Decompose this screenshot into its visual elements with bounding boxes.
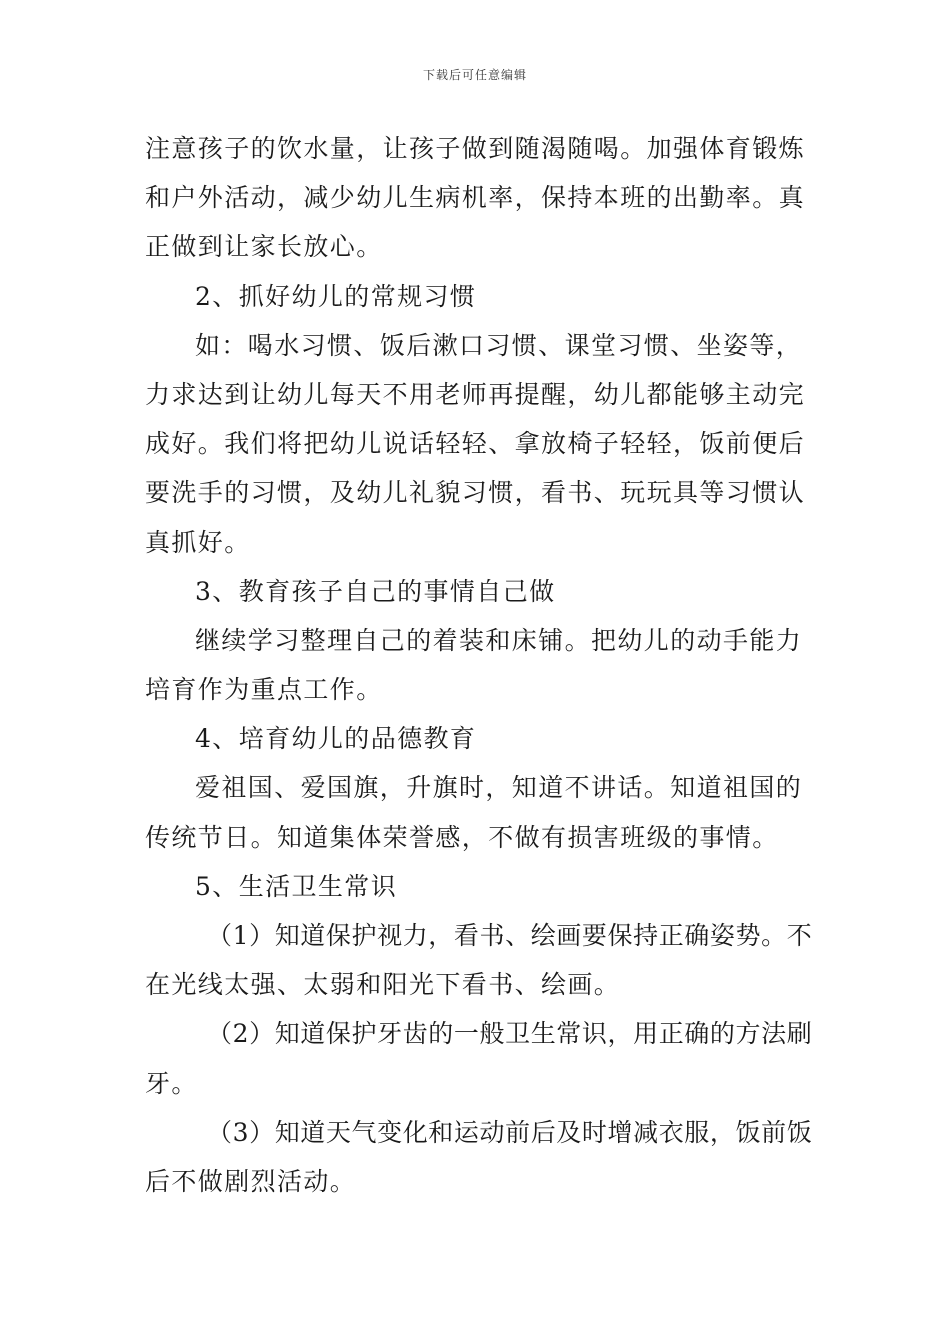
text-line: 后不做剧烈活动。 — [145, 1166, 357, 1196]
section-heading: 4、培育幼儿的品德教育 — [195, 724, 477, 754]
text-line: 传统节日。知道集体荣誉感，不做有损害班级的事情。 — [145, 822, 779, 852]
section-heading: 3、教育孩子自己的事情自己做 — [195, 576, 556, 606]
text-line: 继续学习整理自己的着装和床铺。把幼儿的动手能力 — [195, 625, 803, 655]
text-line: 培育作为重点工作。 — [145, 675, 383, 705]
document-body — [145, 124, 813, 1206]
text-line: （2）知道保护牙齿的一般卫生常识，用正确的方法刷 — [207, 1019, 813, 1049]
section-heading: 2、抓好幼儿的常规习惯 — [195, 281, 477, 311]
text-line: （3）知道天气变化和运动前后及时增减衣服，饭前饭 — [207, 1117, 813, 1147]
section-heading: 5、生活卫生常识 — [195, 871, 398, 901]
text-line: （1）知道保护视力，看书、绘画要保持正确姿势。不 — [207, 921, 813, 950]
text-line: 和户外活动，减少幼儿生病机率，保持本班的出勤率。真 — [145, 183, 806, 213]
text-line: 真抓好。 — [145, 527, 251, 557]
text-line: 力求达到让幼儿每天不用老师再提醒，幼儿都能够主动完 — [145, 379, 806, 409]
text-line: 在光线太强、太弱和阳光下看书、绘画。 — [145, 970, 621, 1000]
page-header: 下载后可任意编辑 — [422, 68, 527, 82]
text-line: 正做到让家长放心。 — [145, 232, 383, 262]
text-line: 要洗手的习惯，及幼儿礼貌习惯，看书、玩玩具等习惯认 — [145, 478, 806, 508]
text-line: 爱祖国、爱国旗，升旗时，知道不讲话。知道祖国的 — [195, 773, 803, 803]
text-line: 注意孩子的饮水量，让孩子做到随渴随喝。加强体育锻炼 — [145, 134, 806, 163]
text-line: 如：喝水习惯、饭后漱口习惯、课堂习惯、坐姿等， — [195, 330, 803, 360]
text-line: 牙。 — [145, 1068, 198, 1098]
text-line: 成好。我们将把幼儿说话轻轻、拿放椅子轻轻，饭前便后 — [145, 429, 806, 459]
